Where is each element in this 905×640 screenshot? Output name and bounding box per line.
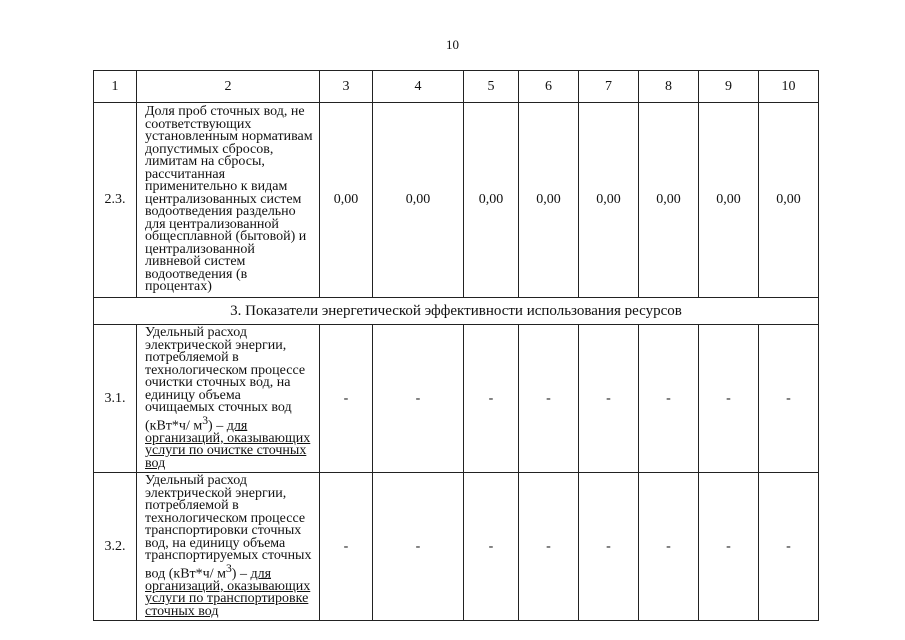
description-text: Удельный расход электрической энергии, потребляемой в технологическом процессе транспортировки сточных вод, на единицу объема транспортируемых сточных вод (кВт*ч/ м — [145, 473, 312, 582]
value-cell: 0,00 — [759, 103, 819, 298]
description-text: Удельный расход электрической энергии, потребляемой в технологическом процессе очистки сточных вод, на единицу объема очищаемых сточных вод (кВт*ч/ м — [145, 325, 306, 434]
value-cell: - — [320, 473, 373, 621]
header-cell: 5 — [464, 71, 519, 103]
value-cell: 0,00 — [579, 103, 639, 298]
row-number: 2.3. — [94, 103, 137, 298]
table-row-3-2 — [94, 473, 819, 621]
value-cell: - — [759, 473, 819, 621]
description-tail: ) – — [231, 566, 251, 582]
table-row-2-3 — [94, 103, 819, 298]
value-cell: - — [579, 325, 639, 473]
header-cell: 4 — [373, 71, 464, 103]
table-row-3-1 — [94, 325, 819, 473]
value-cell: 0,00 — [464, 103, 519, 298]
row-number: 3.1. — [94, 325, 137, 473]
value-cell: 0,00 — [320, 103, 373, 298]
header-cell: 1 — [94, 71, 137, 103]
value-cell: 0,00 — [373, 103, 464, 298]
indicators-table — [93, 70, 819, 621]
value-cell: 0,00 — [639, 103, 699, 298]
header-row — [94, 71, 819, 103]
value-cell: - — [320, 325, 373, 473]
row-description: Доля проб сточных вод, не соответствующих установленным нормативам допустимых сбросов, лимитам на сбросы, рассчитанная применительно к видам централизованных систем водоотведения раздельно для централизованной общесплавной (бытовой) и централизованной ливневой систем водоотведения (в процентах) — [137, 103, 320, 298]
value-cell: - — [464, 473, 519, 621]
header-cell: 7 — [579, 71, 639, 103]
value-cell: - — [699, 473, 759, 621]
description-underlined: для организаций, оказывающих услуги по транспортировке сточных вод — [145, 566, 311, 619]
row-number: 3.2. — [94, 473, 137, 621]
value-cell: - — [464, 325, 519, 473]
value-cell: 0,00 — [699, 103, 759, 298]
value-cell: - — [519, 473, 579, 621]
value-cell: - — [639, 473, 699, 621]
value-cell: - — [639, 325, 699, 473]
header-cell: 9 — [699, 71, 759, 103]
value-cell: - — [373, 325, 464, 473]
value-cell: - — [759, 325, 819, 473]
page-number: 10 — [446, 37, 459, 52]
header-cell: 10 — [759, 71, 819, 103]
description-underlined: для организаций, оказывающих услуги по очистке сточных вод — [145, 418, 311, 471]
row-description — [137, 325, 320, 473]
superscript: 3 — [225, 561, 232, 575]
value-cell: 0,00 — [519, 103, 579, 298]
description-tail: ) – — [208, 418, 227, 434]
row-description — [137, 473, 320, 621]
section-title: 3. Показатели энергетической эффективности использования ресурсов — [94, 298, 819, 325]
superscript: 3 — [202, 413, 209, 427]
header-cell: 3 — [320, 71, 373, 103]
header-cell: 8 — [639, 71, 699, 103]
value-cell: - — [519, 325, 579, 473]
value-cell: - — [579, 473, 639, 621]
section-header-row — [94, 298, 819, 325]
header-cell: 2 — [137, 71, 320, 103]
value-cell: - — [699, 325, 759, 473]
header-cell: 6 — [519, 71, 579, 103]
value-cell: - — [373, 473, 464, 621]
